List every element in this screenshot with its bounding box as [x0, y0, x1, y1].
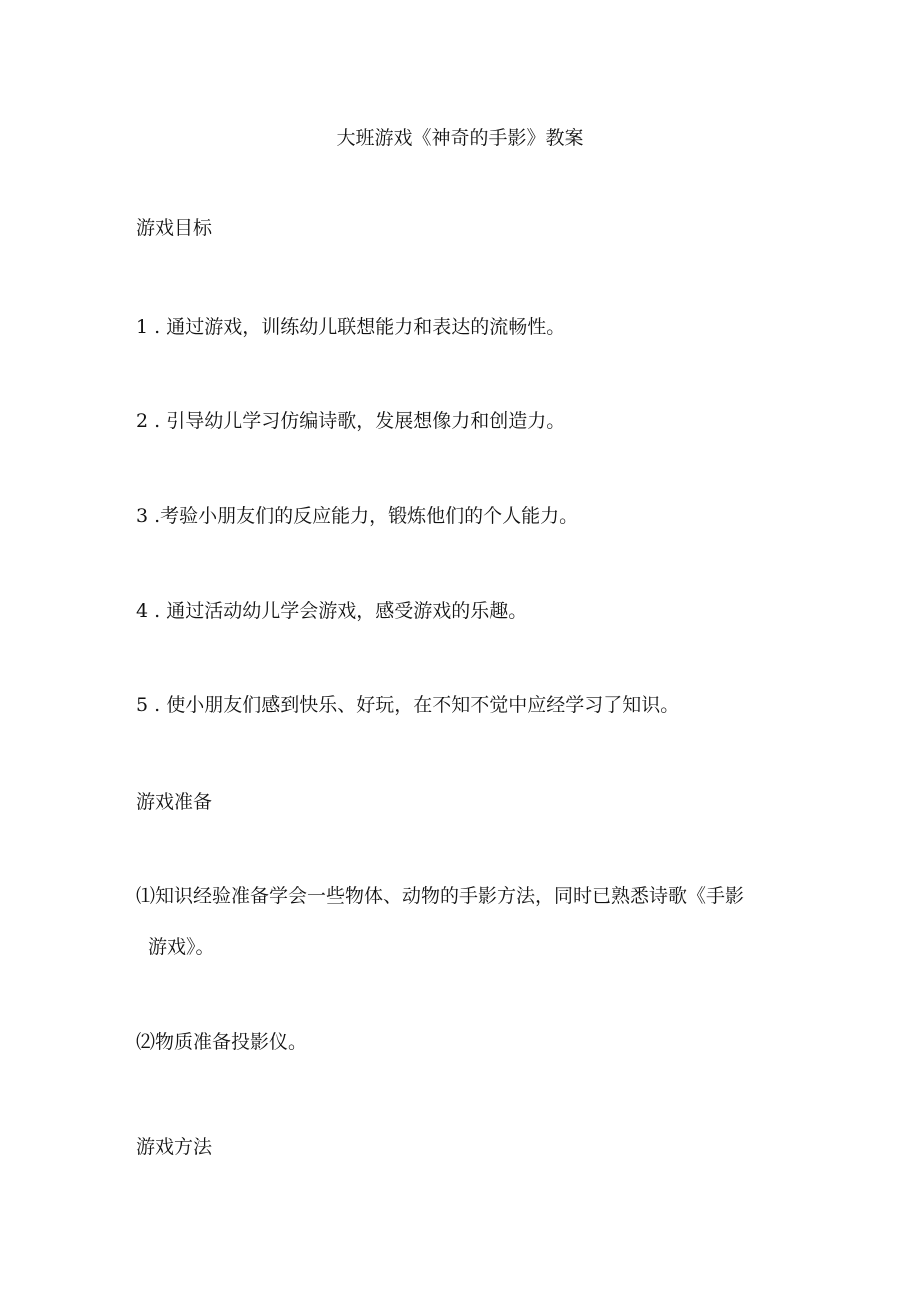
prep-item-1-line-2: 游戏》。 [148, 936, 215, 958]
goal-item-2: 2 . 引导幼儿学习仿编诗歌，发展想像力和创造力。 [136, 410, 566, 432]
goal-item-3: 3 .考验小朋友们的反应能力，锻炼他们的个人能力。 [136, 505, 579, 527]
heading-method: 游戏方法 [136, 1136, 213, 1158]
goal-item-5: 5 . 使小朋友们感到快乐、好玩，在不知不觉中应经学习了知识。 [136, 694, 680, 716]
heading-prep: 游戏准备 [136, 791, 213, 813]
goal-item-1: 1 . 通过游戏，训练幼儿联想能力和表达的流畅性。 [136, 316, 566, 338]
prep-item-1-line-1: ⑴知识经验准备学会一些物体、动物的手影方法，同时已熟悉诗歌《手影 [136, 885, 745, 907]
goal-item-4: 4 . 通过活动幼儿学会游戏，感受游戏的乐趣。 [136, 600, 528, 622]
heading-goals: 游戏目标 [136, 217, 213, 239]
prep-item-2: ⑵物质准备投影仪。 [136, 1031, 308, 1053]
document-title: 大班游戏《神奇的手影》教案 [336, 127, 584, 149]
